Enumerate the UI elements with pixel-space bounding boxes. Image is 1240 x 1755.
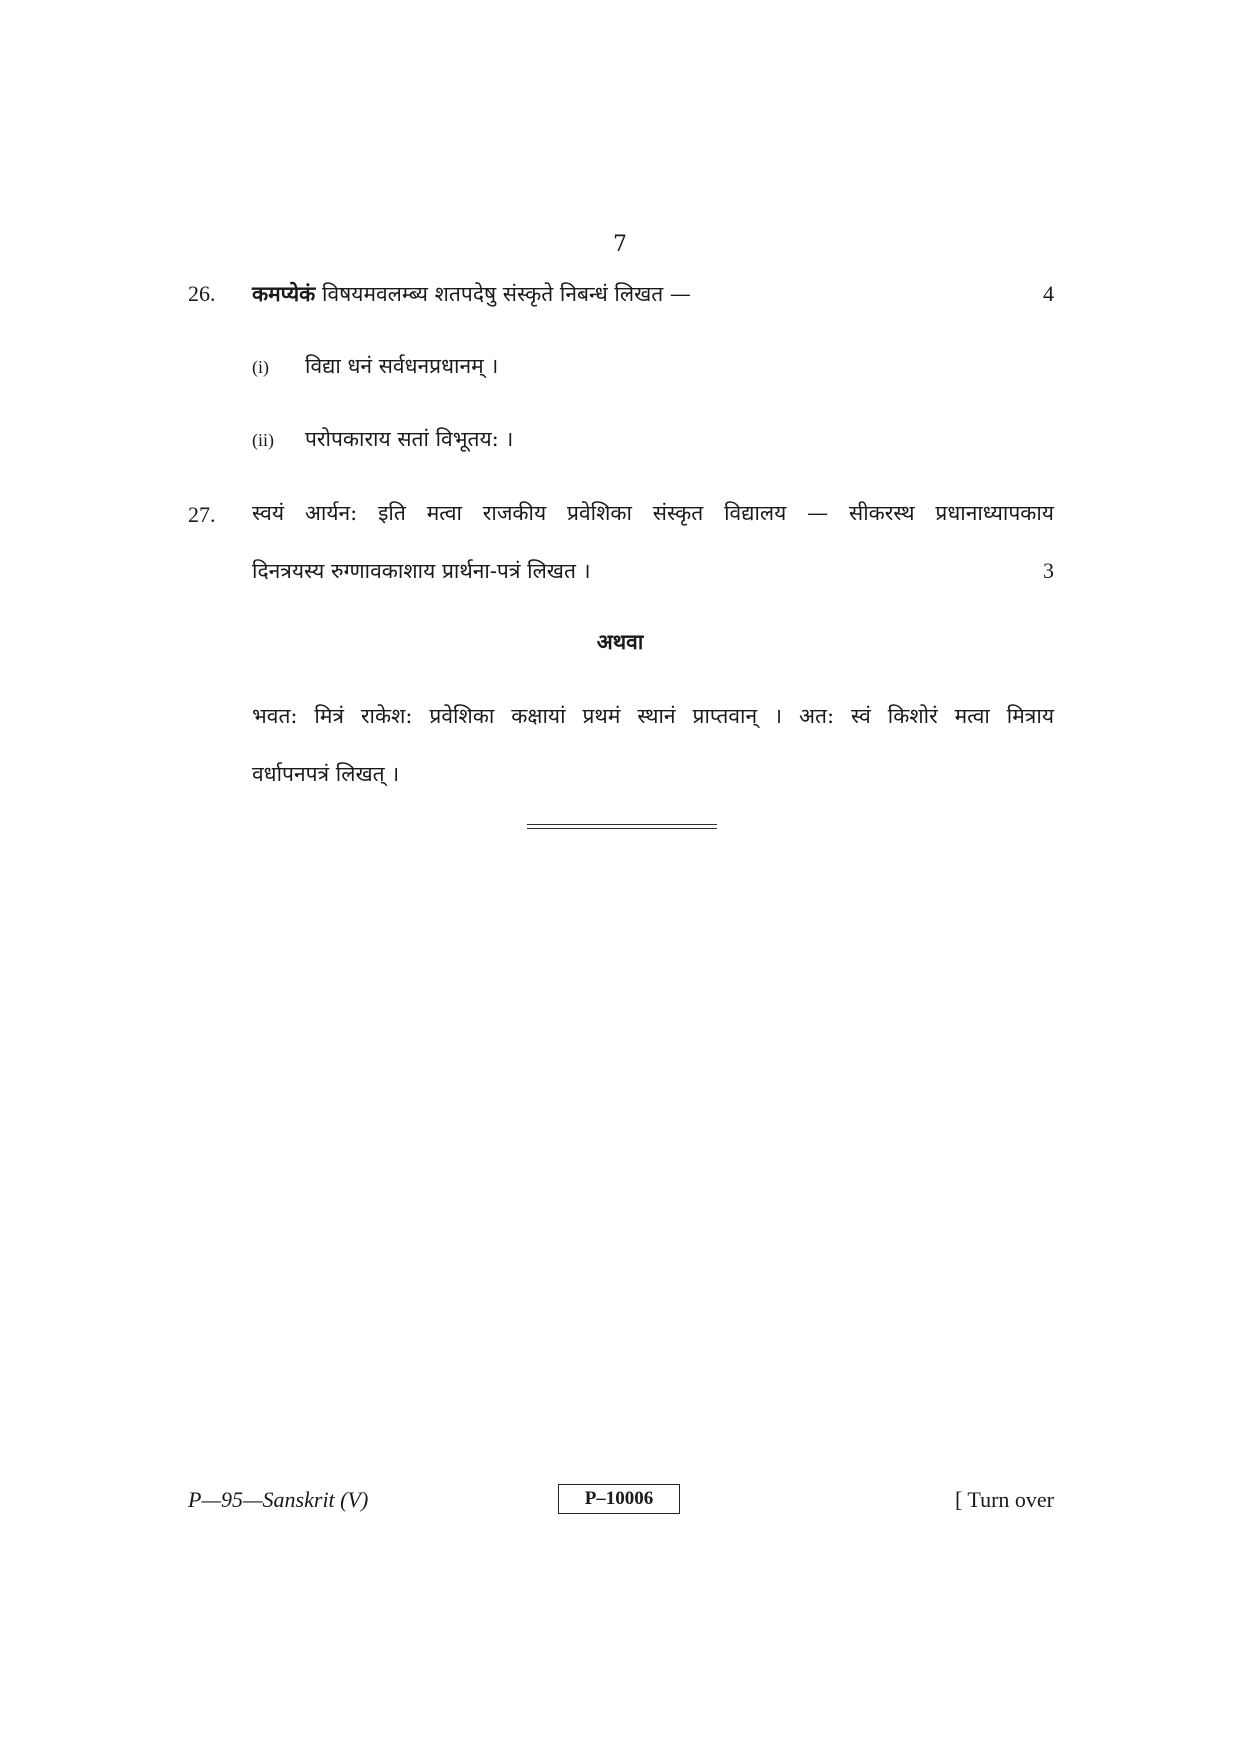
or-heading: अथवा — [596, 629, 644, 654]
footer-series-box: P–10006 — [558, 1484, 680, 1514]
question-text — [252, 280, 691, 308]
footer-turn-over: [ Turn over — [954, 1487, 1054, 1512]
question-number: 27. — [188, 502, 216, 527]
end-double-rule — [527, 824, 717, 829]
question-line: दिनत्रयस्य रुग्णावकाशाय प्रार्थना-पत्रं लिखत । — [252, 559, 591, 583]
question-number: 26. — [188, 281, 216, 306]
option-label: (i) — [252, 357, 269, 377]
alternative-line: वर्धापनपत्रं लिखत् । — [252, 762, 400, 786]
question-lead-bold: कमप्येकं — [252, 281, 316, 306]
question-marks: 3 — [1043, 558, 1054, 583]
question-marks: 4 — [1043, 281, 1054, 306]
option-label: (ii) — [252, 430, 274, 450]
page-number: 7 — [613, 232, 627, 257]
footer-paper-code: P—95—Sanskrit (V) — [188, 1487, 369, 1512]
alternative-line: भवत: मित्रं राकेश: प्रवेशिका कक्षायां प्रथमं स्थानं प्राप्तवान् । अत: स्वं किशोरं मत्वा मित्राय — [252, 704, 1054, 728]
question-body: विषयमवलम्ब्य शतपदेषु संस्कृते निबन्धं लिखत — — [322, 282, 691, 306]
option-text: विद्या धनं सर्वधनप्रधानम् । — [305, 354, 499, 378]
option-text: परोपकाराय सतां विभूतय: । — [305, 427, 514, 451]
question-line: स्वयं आर्यन: इति मत्वा राजकीय प्रवेशिका संस्कृत विद्यालय — सीकरस्थ प्रधानाध्यापकाय — [252, 501, 1054, 525]
